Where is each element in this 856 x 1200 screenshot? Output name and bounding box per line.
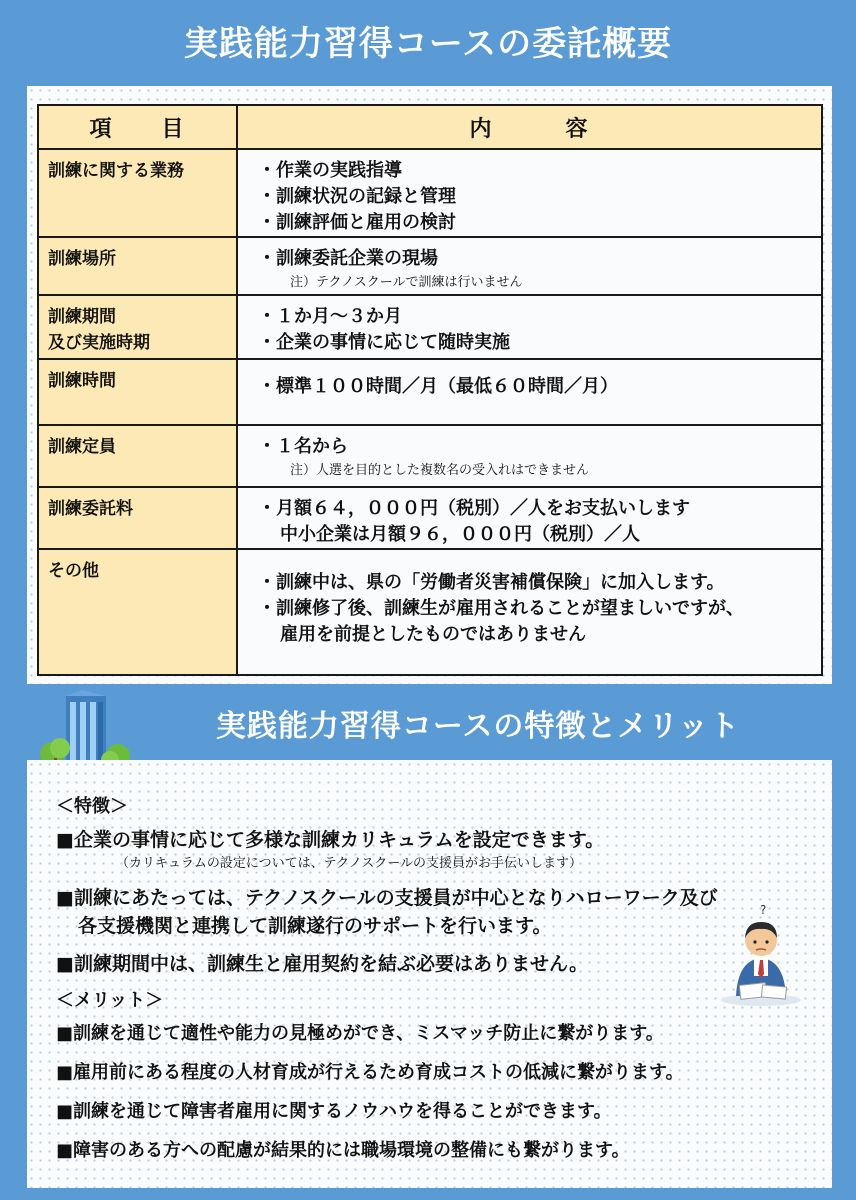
header-item: 項 目	[38, 105, 237, 149]
merit-item: ■雇用前にある程度の人材育成が行えるため育成コストの低減に繋がります。	[56, 1062, 684, 1083]
row-content	[237, 295, 822, 359]
content-line: 中小企業は月額９６，０００円（税別）／人	[280, 524, 640, 545]
overview-table	[37, 104, 823, 676]
section-title: 実践能力習得コースの特徴とメリット	[215, 709, 741, 744]
merit-item: ■訓練を通じて適性や能力の見極めができ、ミスマッチ防止に繋がります。	[56, 1023, 664, 1044]
row-label: 訓練場所	[38, 237, 237, 295]
table-row	[38, 549, 822, 675]
note-text: 注）テクノスクールで訓練は行いません	[290, 275, 523, 290]
row-label: 訓練に関する業務	[38, 149, 237, 237]
feature-note: （カリキュラムの設定については、テクノスクールの支援員がお手伝いします）	[116, 856, 583, 871]
row-label: 訓練定員	[38, 425, 237, 487]
row-content	[237, 149, 822, 237]
table-row	[38, 425, 822, 487]
content-line: ・訓練評価と雇用の検討	[258, 212, 456, 233]
row-content	[237, 359, 822, 425]
table-header-row	[38, 105, 822, 149]
table-row	[38, 359, 822, 425]
content-line: ・企業の事情に応じて随時実施	[258, 332, 510, 353]
content-line: ・１名から	[258, 436, 348, 457]
table-row	[38, 487, 822, 549]
row-label: 訓練委託料	[38, 487, 237, 549]
merit-item: ■障害のある方への配慮が結果的には職場環境の整備にも繋がります。	[56, 1140, 630, 1161]
question-mark: ?	[760, 903, 767, 917]
table-row	[38, 149, 822, 237]
content-line: ・訓練状況の記録と管理	[258, 186, 456, 207]
overview-panel	[27, 86, 832, 684]
row-content	[237, 425, 822, 487]
feature-item-cont: 各支援機関と連携して訓練遂行のサポートを行います。	[78, 915, 552, 937]
feature-item: ■企業の事情に応じて多様な訓練カリキュラムを設定できます。	[56, 829, 605, 851]
feature-item: ■訓練にあたっては、テクノスクールの支援員が中心となりハローワーク及び	[56, 887, 718, 909]
merit-item: ■訓練を通じて障害者雇用に関するノウハウを得ることができます。	[56, 1101, 612, 1122]
header-content: 内 容	[237, 105, 822, 149]
content-line: ・標準１００時間／月（最低６０時間／月）	[258, 376, 618, 397]
row-label-line: 訓練期間	[48, 307, 116, 327]
content-line: ・訓練委託企業の現場	[258, 248, 438, 269]
content-line: ・１か月～３か月	[258, 306, 402, 327]
table-row	[38, 237, 822, 295]
note-text: 注）人選を目的とした複数名の受入れはできません	[290, 463, 590, 478]
content-line: ・月額６４，０００円（税別）／人をお支払いします	[258, 498, 690, 519]
row-content	[237, 487, 822, 549]
row-label: その他	[38, 549, 237, 675]
content-line: ・訓練修了後、訓練生が雇用されることが望ましいですが、	[258, 598, 744, 619]
content-line: ・訓練中は、県の「労働者災害補償保険」に加入します。	[258, 572, 725, 593]
features-section	[56, 794, 816, 1176]
row-label: 訓練時間	[38, 359, 237, 425]
table-row	[38, 295, 822, 359]
row-content	[237, 237, 822, 295]
features-heading: ＜特徴＞	[56, 796, 128, 817]
content-line: 雇用を前提としたものではありません	[280, 624, 586, 645]
feature-item: ■訓練期間中は、訓練生と雇用契約を結ぶ必要はありません。	[56, 953, 589, 975]
row-label	[38, 295, 237, 359]
merits-heading: ＜メリット＞	[56, 990, 164, 1011]
content-line: ・作業の実践指導	[258, 160, 402, 181]
row-label-line: 及び実施時期	[48, 333, 150, 353]
thinking-man-icon	[716, 900, 806, 1010]
row-content	[237, 549, 822, 675]
page-title: 実践能力習得コースの委託概要	[183, 23, 673, 64]
